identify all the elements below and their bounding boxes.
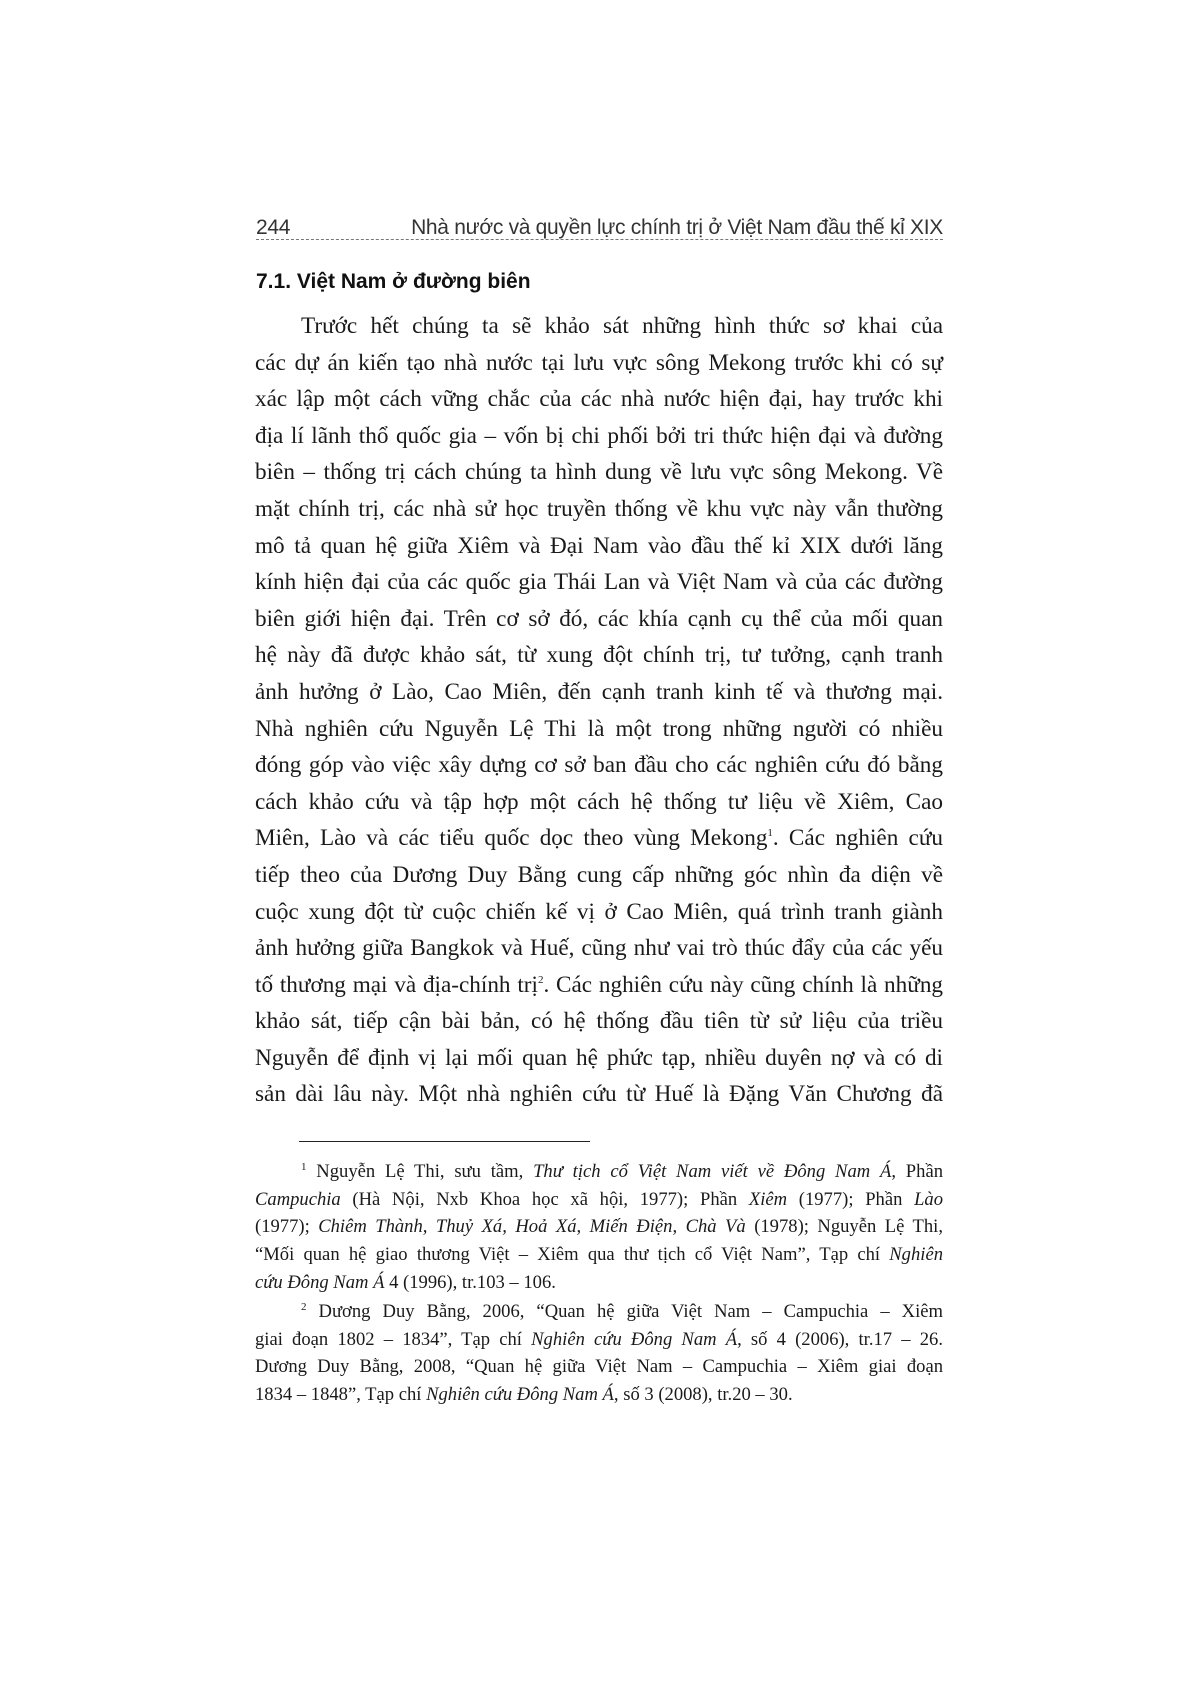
text-segment: Nguyễn Lệ Thi, sưu tầm, (306, 1161, 534, 1182)
text-line (255, 674, 943, 711)
text-segment: (Hà Nội, Nxb Khoa học xã hội, 1977); Phần (340, 1188, 749, 1210)
text-line (255, 1241, 943, 1269)
text-line (255, 564, 943, 601)
text-segment: xác lập một cách vững chắc của các nhà nước hiện đại, hay trước khi (255, 386, 943, 413)
text-line (255, 1353, 943, 1381)
text-segment: mặt chính trị, các nhà sử học truyền thống về khu vực này vẫn thường (255, 495, 943, 522)
text-line (255, 454, 943, 491)
text-line (255, 418, 943, 455)
text-segment: Nguyễn để định vị lại mối quan hệ phức tạp, nhiều duyên nợ và có di (255, 1044, 943, 1071)
text-segment: (1977); Phần (787, 1188, 915, 1210)
text-line (255, 747, 943, 784)
text-segment: hệ này đã được khảo sát, từ xung đột chính trị, tư tưởng, cạnh tranh (255, 642, 943, 669)
text-segment: kính hiện đại của các quốc gia Thái Lan và Việt Nam và của các đường (255, 569, 943, 596)
footnote-divider (299, 1141, 590, 1142)
text-segment: ảnh hưởng ở Lào, Cao Miên, đến cạnh tranh kinh tế và thương mại. (255, 678, 943, 705)
text-line (255, 1213, 943, 1241)
text-line (255, 930, 943, 967)
text-segment: Miên, Lào và các tiểu quốc dọc theo vùng Mekong (255, 825, 768, 852)
text-line (255, 381, 943, 418)
text-segment: giai đoạn 1802 – 1834”, Tạp chí (255, 1328, 532, 1350)
text-segment: địa lí lãnh thổ quốc gia – vốn bị chi phối bởi tri thức hiện đại và đường (255, 422, 943, 449)
text-line (255, 1326, 943, 1354)
text-segment: Dương Duy Bằng, 2006, “Quan hệ giữa Việt Nam – Campuchia – Xiêm (306, 1301, 943, 1322)
text-line (255, 711, 943, 748)
text-segment: Trước hết chúng ta sẽ khảo sát những hình thức sơ khai của (301, 313, 943, 339)
italic-text: Chiêm Thành, Thuỷ Xá, Hoả Xá, Miến Điện, Chà Và (318, 1216, 746, 1238)
text-segment: đóng góp vào việc xây dựng cơ sở ban đầu cho các nghiên cứu đó bằng (255, 752, 943, 779)
text-line (255, 784, 943, 821)
footnote-2 (255, 1298, 943, 1409)
text-line (255, 1076, 943, 1113)
text-line (255, 1158, 943, 1186)
text-segment: cách khảo cứu và tập hợp một cách hệ thống tư liệu về Xiêm, Cao (255, 788, 943, 815)
italic-text: cứu Đông Nam Á (255, 1271, 385, 1293)
running-header (256, 206, 943, 240)
italic-text: Xiêm (748, 1188, 788, 1210)
text-line (255, 601, 943, 638)
text-line (255, 820, 943, 857)
text-line (255, 345, 943, 382)
text-line (255, 1003, 943, 1040)
text-segment: (1978); Nguyễn Lệ Thi, (745, 1216, 943, 1238)
text-line (255, 528, 943, 565)
italic-text: Thư tịch cổ Việt Nam viết về Đông Nam Á (533, 1161, 892, 1182)
text-line (255, 1298, 943, 1326)
text-line (255, 637, 943, 674)
text-segment: sản dài lâu này. Một nhà nghiên cứu từ Huế là Đặng Văn Chương đã (255, 1081, 943, 1108)
text-segment: , số 3 (2008), tr.20 – 30. (613, 1384, 793, 1406)
text-segment: ảnh hưởng giữa Bangkok và Huế, cũng như vai trò thúc đẩy của các yếu (255, 935, 943, 962)
section-heading: 7.1. Việt Nam ở đường biên (256, 270, 531, 293)
footnote-marker: 2 (537, 973, 544, 986)
running-title: Nhà nước và quyền lực chính trị ở Việt Nam đầu thế kỉ XIX (411, 216, 943, 239)
footnote-marker: 1 (301, 1161, 307, 1173)
italic-text: Nghiên cứu Đông Nam Á (426, 1384, 614, 1406)
text-segment: biên – thống trị cách chúng ta hình dung về lưu vực sông Mekong. Về (255, 459, 943, 486)
text-segment: , Phần (891, 1161, 943, 1182)
text-segment: biên giới hiện đại. Trên cơ sở đó, các khía cạnh cụ thể của mối quan (255, 605, 943, 632)
body-text (255, 308, 943, 1113)
text-segment: 1834 – 1848”, Tạp chí (255, 1384, 427, 1406)
header-divider (256, 239, 943, 240)
text-line (255, 1269, 943, 1297)
italic-text: Nghiên (889, 1244, 943, 1266)
footnote-1 (255, 1158, 943, 1296)
italic-text: Lào (914, 1188, 944, 1210)
text-line (255, 308, 943, 345)
text-segment: (1977); (255, 1216, 319, 1238)
text-line (255, 857, 943, 894)
italic-text: Nghiên cứu Đông Nam Á (531, 1328, 738, 1350)
text-segment: Dương Duy Bằng, 2008, “Quan hệ giữa Việt Nam – Campuchia – Xiêm giai đoạn (255, 1356, 943, 1378)
text-segment: . Các nghiên cứu này cũng chính là những (543, 971, 944, 998)
text-line (255, 491, 943, 528)
text-line (255, 1381, 943, 1409)
text-segment: Nhà nghiên cứu Nguyễn Lệ Thi là một trong những người có nhiều (255, 715, 943, 742)
text-segment: , số 4 (2006), tr.17 – 26. (737, 1328, 943, 1350)
italic-text: Campuchia (255, 1188, 341, 1210)
text-line (255, 1186, 943, 1214)
text-segment: cuộc xung đột từ cuộc chiến kế vị ở Cao Miên, quá trình tranh giành (255, 898, 943, 925)
text-line (255, 894, 943, 931)
text-segment: khảo sát, tiếp cận bài bản, có hệ thống đầu tiên từ sử liệu của triều (255, 1008, 943, 1035)
footnote-marker: 1 (767, 827, 773, 840)
page-number: 244 (256, 216, 291, 239)
text-segment: 4 (1996), tr.103 – 106. (384, 1271, 556, 1293)
footnote-marker: 2 (301, 1301, 307, 1313)
text-segment: mô tả quan hệ giữa Xiêm và Đại Nam vào đầu thế kỉ XIX dưới lăng (255, 532, 943, 559)
text-segment: các dự án kiến tạo nhà nước tại lưu vực sông Mekong trước khi có sự (255, 349, 943, 376)
text-segment: tố thương mại và địa-chính trị (255, 971, 538, 998)
text-line (255, 967, 943, 1004)
text-segment: . Các nghiên cứu (772, 825, 943, 852)
text-segment: tiếp theo của Dương Duy Bằng cung cấp những góc nhìn đa diện về (255, 861, 943, 888)
text-segment: “Mối quan hệ giao thương Việt – Xiêm qua thư tịch cổ Việt Nam”, Tạp chí (255, 1244, 890, 1266)
text-line (255, 1040, 943, 1077)
